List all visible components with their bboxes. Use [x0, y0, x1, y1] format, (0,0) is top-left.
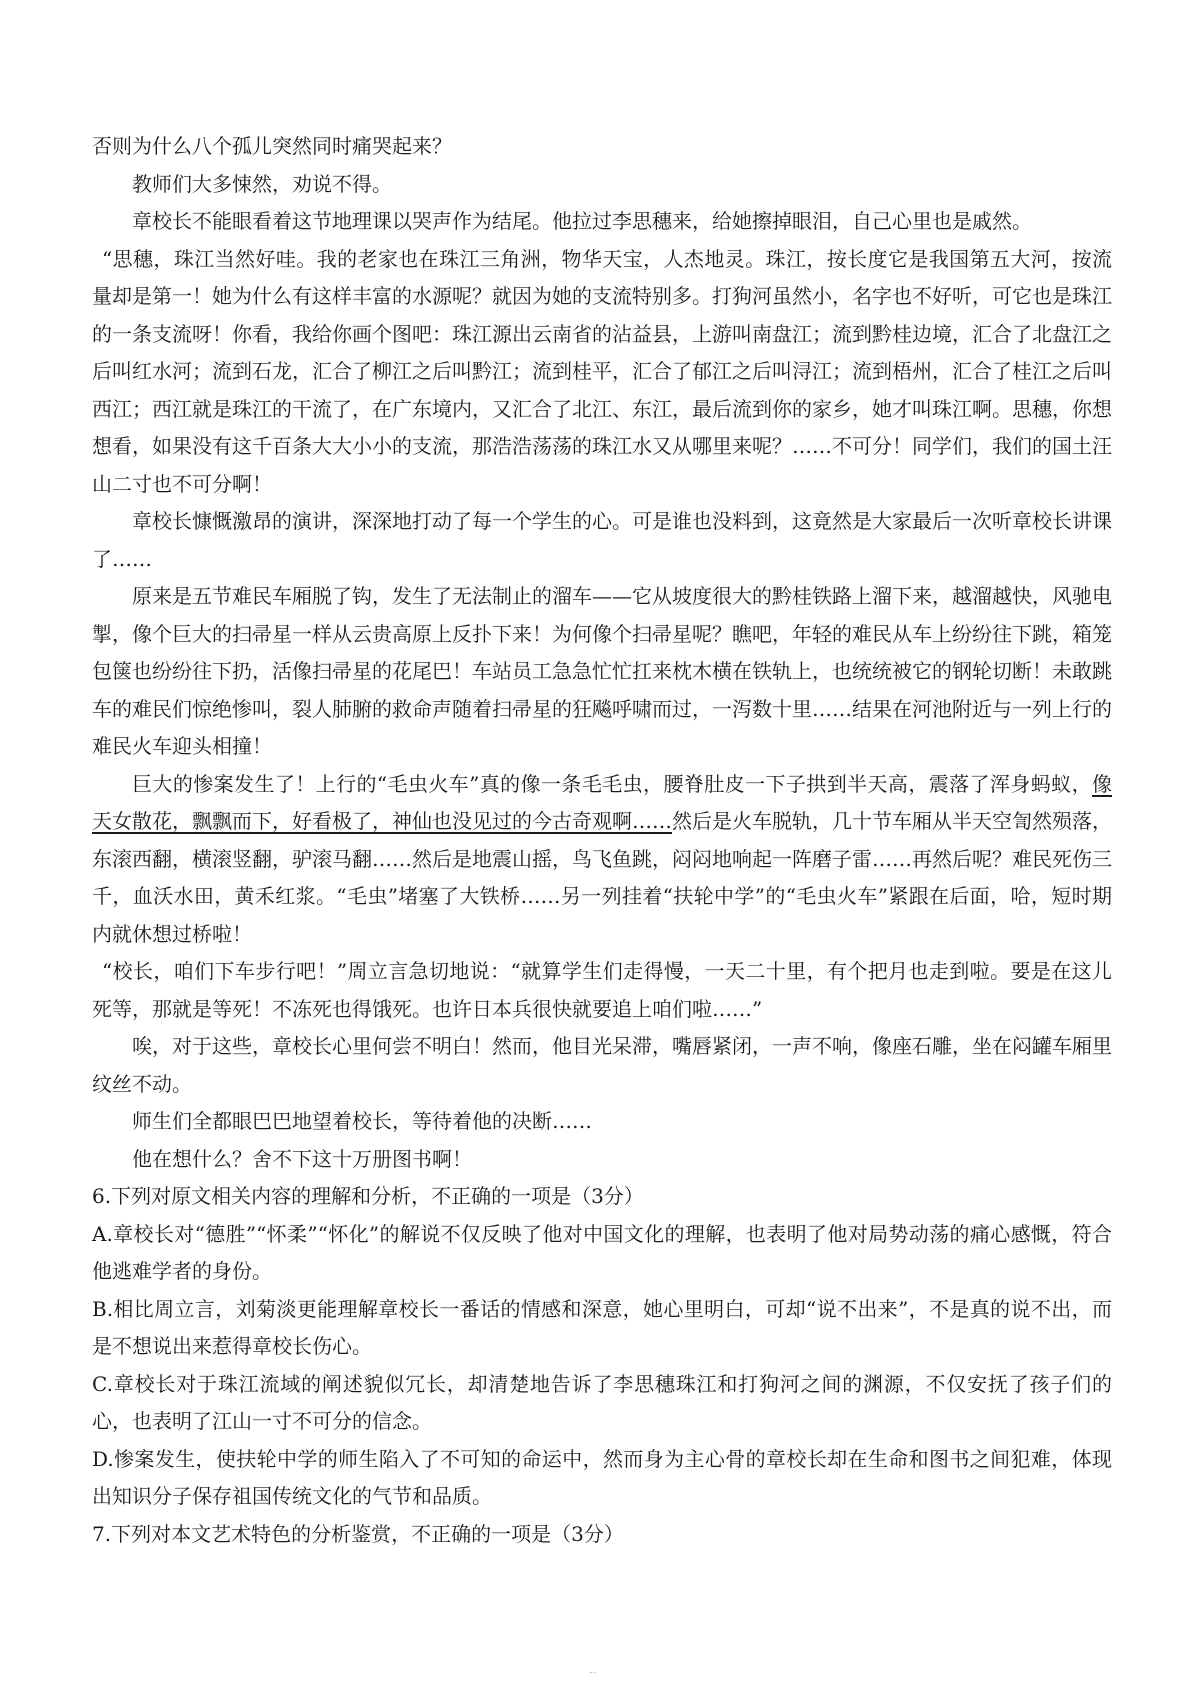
paragraph-principal-silent: 唉，对于这些，章校长心里何尝不明白！然而，他目光呆滞，嘴唇紧闭，一声不响，像座石雕，坐在闷罐车厢里纹丝不动。 [92, 1034, 1112, 1096]
paragraph-pearl-river-speech: “思穗，珠江当然好哇。我的老家也在珠江三角洲，物华天宝，人杰地灵。珠江，按长度它是我国第五大河，按流量却是第一！她为什么有这样丰富的水源呢？就因为她的支流特别多。打狗河虽然小，名字也不好听，可它也是珠江的一条支流呀！你看，我给你画个图吧：珠江源出云南省的沾益县，上游叫南盘江；流到黔桂边境，汇合了北盘江之后叫红水河；流到石龙，汇合了柳江之后叫黔江；流到桂平，汇合了郁江之后叫浔江；流到梧州，汇合了桂江之后叫西江；西江就是珠江的干流了，在广东境内，又汇合了北江、东江，最后流到你的家乡，她才叫珠江啊。思穗，你想想看，如果没有这千百条大大小小的支流，那浩浩荡荡的珠江水又从哪里来呢？……不可分！同学们，我们的国土汪山二寸也不可分啊！ [92, 246, 1112, 496]
disaster-text-start: 巨大的惨案发生了！上行的“毛虫火车”真的像一条毛毛虫，腰脊肚皮一下子拱到半天高，震落了浑身蚂蚁， [132, 771, 1092, 796]
question-6-option-b: B.相比周立言，刘菊淡更能理解章校长一番话的情感和深意，她心里明白，可却“说不出来”，不是真的说不出，而是不想说出来惹得章校长伤心。 [92, 1296, 1112, 1358]
question-6-option-d: D.惨案发生，使扶轮中学的师生陷入了不可知的命运中，然而身为主心骨的章校长却在生命和图书之间犯难，体现出知识分子保存祖国传统文化的气节和品质。 [92, 1446, 1112, 1508]
paragraph-zhou-liyan: “校长，咱们下车步行吧！”周立言急切地说：“就算学生们走得慢，一天二十里，有个把月也走到啦。要是在这儿死等，那就是等死！不冻死也得饿死。也许日本兵很快就要追上咱们啦……” [92, 959, 1112, 1021]
paragraph-waiting: 师生们全都眼巴巴地望着校长，等待着他的决断…… [132, 1109, 592, 1133]
paragraph-last-lesson: 章校长慷慨激昂的演讲，深深地打动了每一个学生的心。可是谁也没料到，这竟然是大家最后一次听章校长讲课了…… [92, 509, 1112, 571]
paragraph-runaway-train: 原来是五节难民车厢脱了钩，发生了无法制止的溜车——它从坡度很大的黔桂铁路上溜下来，越溜越快，风驰电掣，像个巨大的扫帚星一样从云贵高原上反扑下来！为何像个扫帚星呢？瞧吧，年轻的难民从车上纷纷往下跳，箱笼包箧也纷纷往下扔，活像扫帚星的花尾巴！车站员工急急忙忙扛来枕木横在铁轨上，也统统被它的钢轮切断！未敢跳车的难民们惊绝惨叫，裂人肺腑的救命声随着扫帚星的狂飚呼啸而过，一泻数十里……结果在河池附近与一列上行的难民火车迎头相撞！ [92, 584, 1112, 758]
document-page [92, 128, 1112, 1553]
question-6-option-c: C.章校长对于珠江流域的阐述貌似冗长，却清楚地告诉了李思穗珠江和打狗河之间的渊源，不仅安抚了孩子们的心，也表明了江山一寸不可分的信念。 [92, 1371, 1112, 1433]
question-6-option-a: A.章校长对“德胜”“怀柔”“怀化”的解说不仅反映了他对中国文化的理解，也表明了他对局势动荡的痛心感慨，符合他逃难学者的身份。 [92, 1221, 1112, 1283]
paragraph-continued: 否则为什么八个孤儿突然同时痛哭起来？ [92, 134, 452, 158]
paragraph-disaster [92, 766, 1112, 954]
footer-mark [590, 1672, 596, 1674]
question-7: 7.下列对本文艺术特色的分析鉴赏，不正确的一项是（3分） [92, 1521, 624, 1546]
paragraph-books: 他在想什么？舍不下这十万册图书啊！ [132, 1146, 472, 1171]
disaster-text-end: 然后是火车脱轨，几十节车厢从半天空訇然殒落，东滚西翻，横滚竖翻，驴滚马翻……然后是地震山摇，鸟飞鱼跳，闷闷地响起一阵磨子雷……再然后呢？难民死伤三千，血沃水田，黄禾红浆。“毛虫”堵塞了大铁桥……另一列挂着“扶轮中学”的“毛虫火车”紧跟在后面，哈，短时期内就休想过桥啦！ [92, 809, 1112, 946]
paragraph-teachers: 教师们大多悚然，劝说不得。 [132, 171, 392, 196]
question-6: 6.下列对原文相关内容的理解和分析，不正确的一项是（3分） [92, 1184, 644, 1208]
underlined-sentence: 像天女散花，飘飘而下，好看极了，神仙也没见过的今古奇观啊…… [92, 771, 1112, 833]
paragraph-principal-comforts: 章校长不能眼看着这节地理课以哭声作为结尾。他拉过李思穗来，给她擦掉眼泪，自己心里也是戚然。 [132, 209, 1032, 233]
